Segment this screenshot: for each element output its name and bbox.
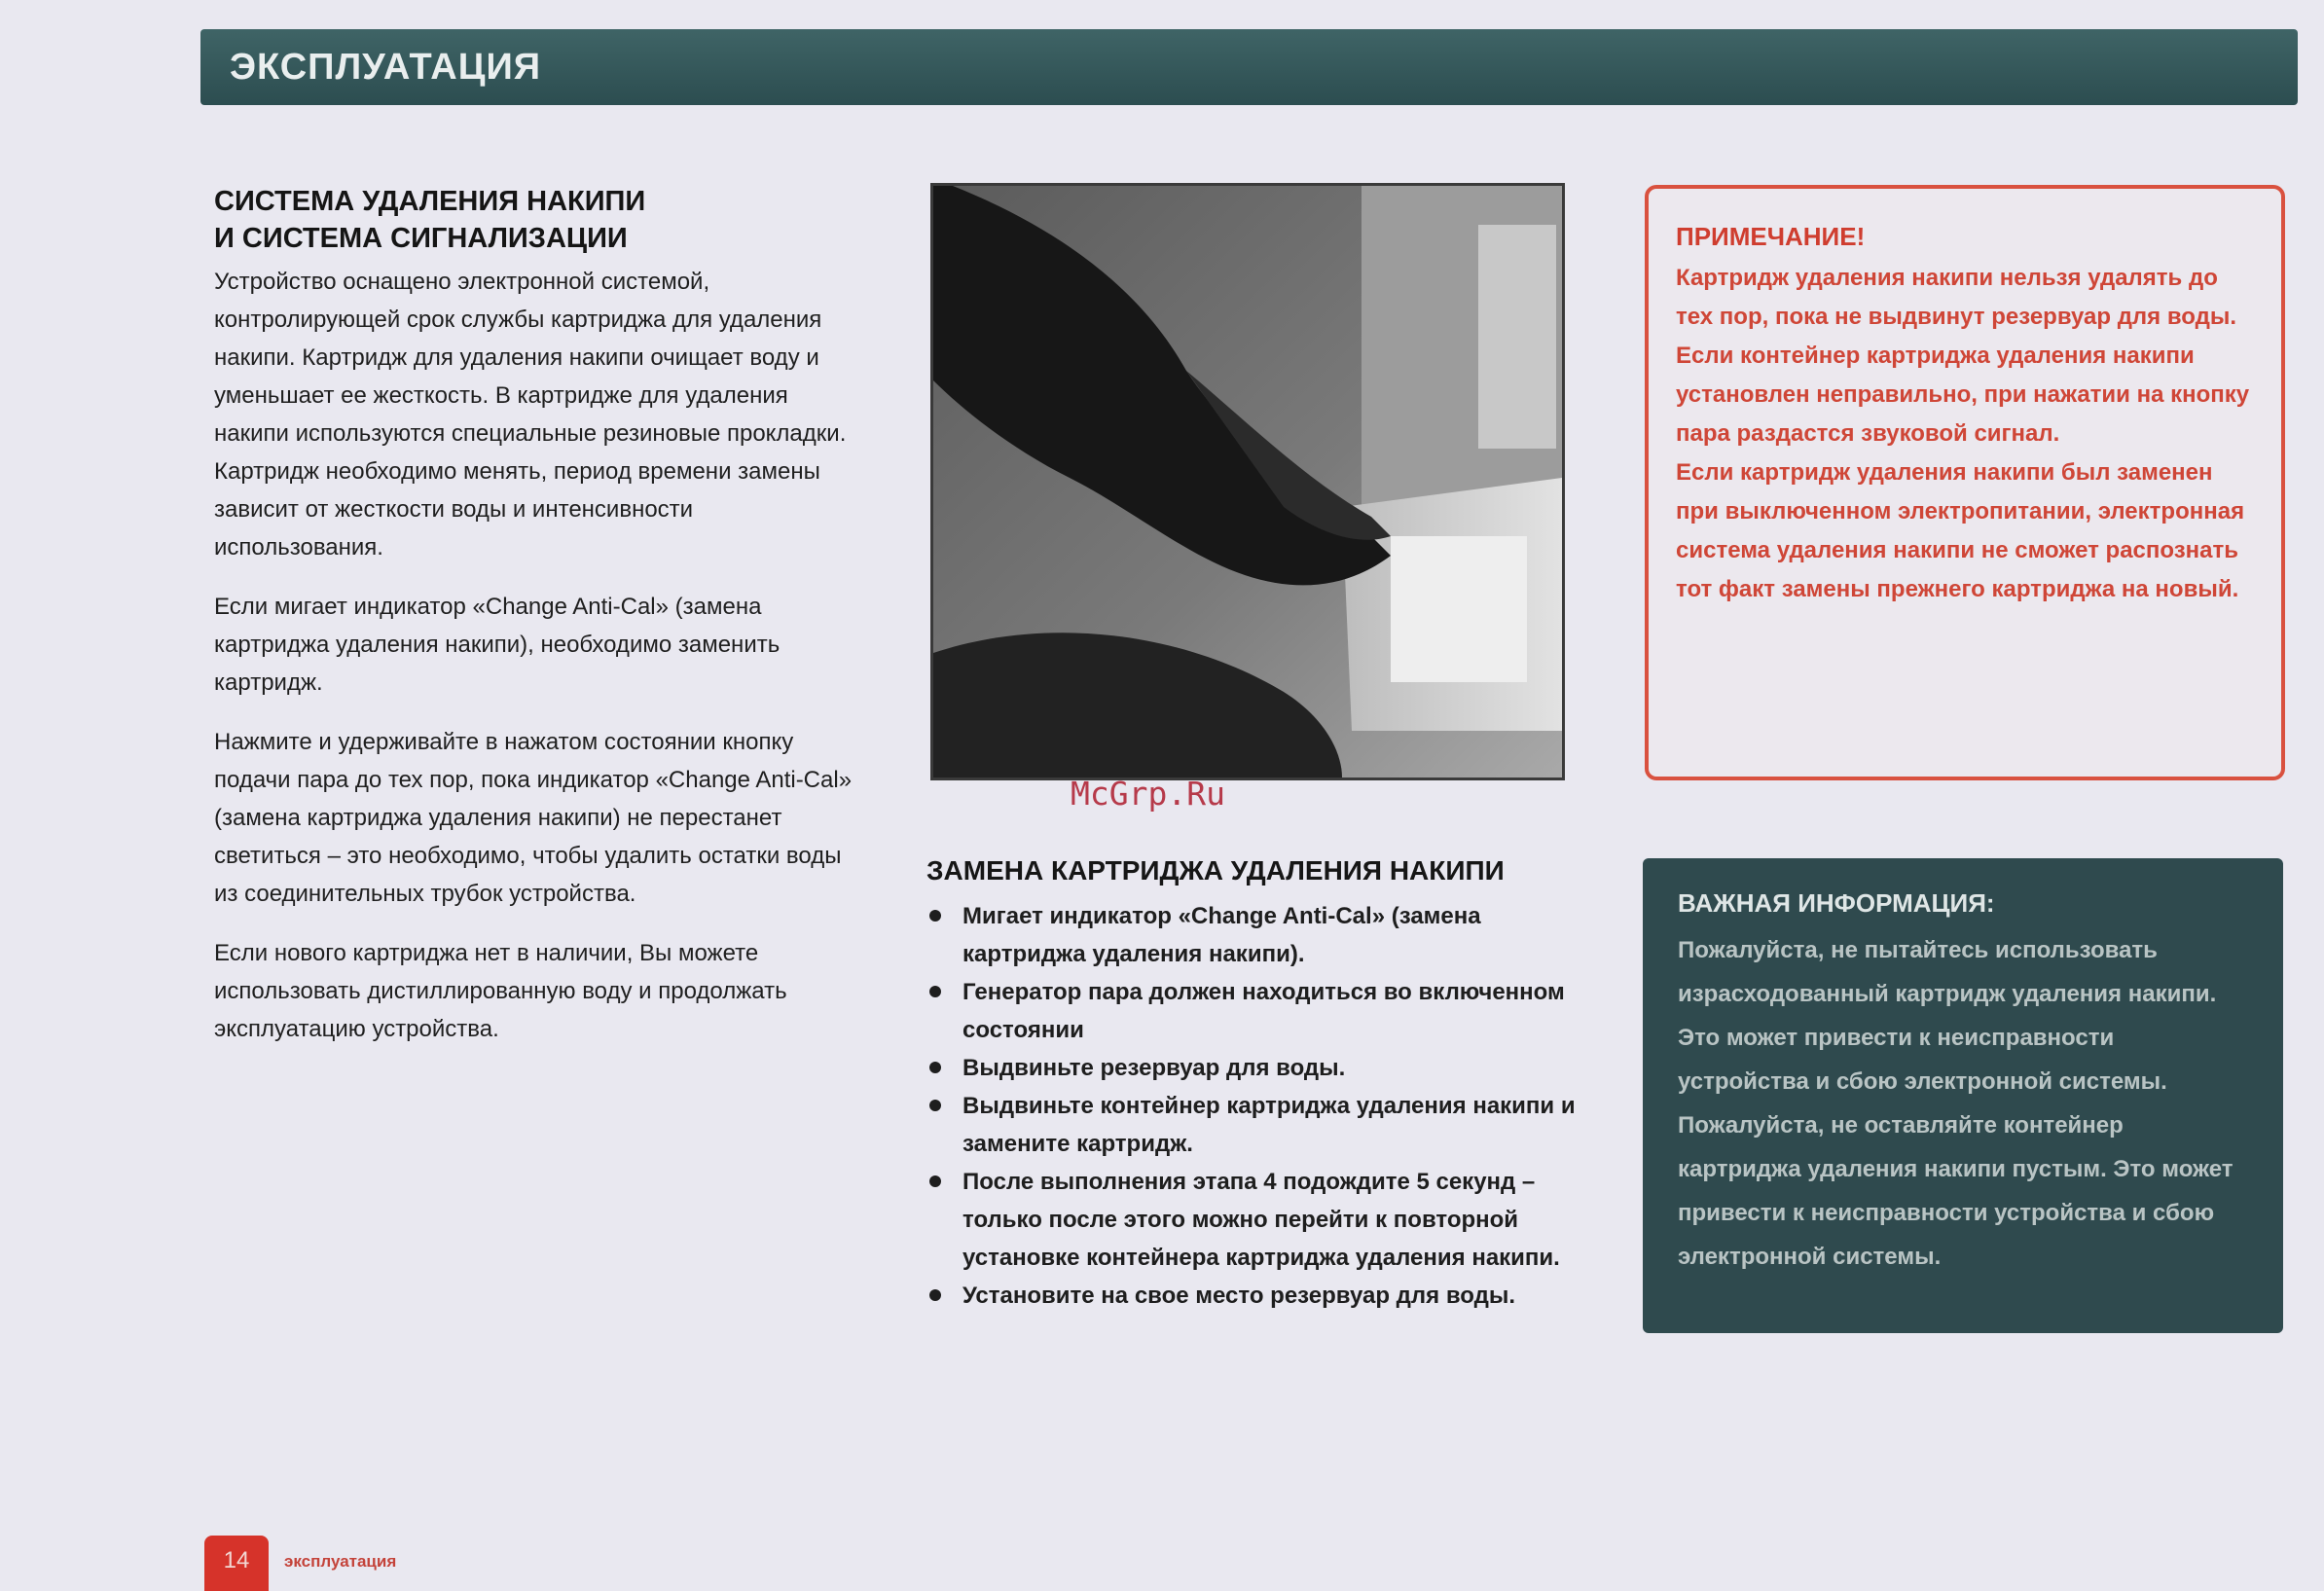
paragraph: Если нового картриджа нет в наличии, Вы можете использовать дистиллированную воду и продолжать эксплуатацию устройства. xyxy=(214,940,787,1042)
bullet-icon xyxy=(929,1289,941,1301)
step-text: Установите на свое место резервуар для воды. xyxy=(962,1283,1515,1309)
info-text xyxy=(1678,928,2248,1279)
steps-list xyxy=(926,897,1579,1315)
info-paragraph: Пожалуйста, не пытайтесь использовать израсходованный картридж удаления накипи. Это может привести к неисправности устройства и сбою электронной системы. xyxy=(1678,937,2217,1095)
list-item xyxy=(926,973,1579,1049)
section-header-bar xyxy=(200,29,2298,105)
paragraph: Устройство оснащено электронной системой, контролирующей срок службы картриджа для удаления накипи. Картридж для удаления накипи очищает воду и уменьшает ее жесткость. В картридже для удаления накипи используются специальные резиновые прокладки. Картридж необходимо менять, период времени замены зависит от жесткости воды и интенсивности использования. xyxy=(214,269,847,560)
paragraph: Нажмите и удерживайте в нажатом состоянии кнопку подачи пара до тех пор, пока индикатор «Change Anti-Cal» (замена картриджа удаления накипи) не перестанет светиться – это необходимо, чтобы удалить остатки воды из соединительных трубок устройства. xyxy=(214,729,853,907)
section-heading xyxy=(214,183,856,257)
watermark: McGrp.Ru xyxy=(1071,775,1225,813)
note-paragraph: Если картридж удаления накипи был заменен при выключенном электропитании, электронная система удаления накипи не сможет распознать тот факт замены прежнего картриджа на новый. xyxy=(1676,459,2245,602)
note-box xyxy=(1645,185,2285,780)
note-title: ПРИМЕЧАНИЕ! xyxy=(1676,222,1866,251)
bullet-icon xyxy=(929,1100,941,1111)
bullet-icon xyxy=(929,1062,941,1073)
list-item xyxy=(926,1087,1579,1163)
hand-photo-illustration xyxy=(933,186,1562,777)
replacement-section xyxy=(926,852,1579,1315)
important-info-box xyxy=(1643,858,2283,1333)
page-number: 14 xyxy=(204,1536,269,1591)
info-paragraph: Пожалуйста, не оставляйте контейнер картриджа удаления накипи пустым. Это может привести к неисправности устройства и сбою электронной системы. xyxy=(1678,1112,2233,1270)
note-paragraph: Картридж удаления накипи нельзя удалять до тех пор, пока не выдвинут резервуар для воды. xyxy=(1676,265,2237,330)
footer-section-label: эксплуатация xyxy=(284,1552,397,1571)
list-item xyxy=(926,1163,1579,1277)
section-heading-line2: И СИСТЕМА СИГНАЛИЗАЦИИ xyxy=(214,223,628,254)
descaling-system-section xyxy=(214,183,856,1069)
section-heading-line1: СИСТЕМА УДАЛЕНИЯ НАКИПИ xyxy=(214,186,646,217)
step-text: Генератор пара должен находиться во включенном состоянии xyxy=(962,979,1565,1043)
step-text: Выдвиньте резервуар для воды. xyxy=(962,1055,1346,1081)
list-item xyxy=(926,1277,1579,1315)
hand-removing-cartridge-photo xyxy=(930,183,1565,780)
bullet-icon xyxy=(929,986,941,997)
note-text xyxy=(1676,259,2254,609)
bullet-icon xyxy=(929,910,941,922)
list-item xyxy=(926,1049,1579,1087)
note-paragraph: Если контейнер картриджа удаления накипи установлен неправильно, при нажатии на кнопку пара раздастся звуковой сигнал. xyxy=(1676,343,2250,447)
bullet-icon xyxy=(929,1175,941,1187)
list-item xyxy=(926,897,1579,973)
step-text: Выдвиньте контейнер картриджа удаления накипи и замените картридж. xyxy=(962,1093,1576,1157)
section-title: ЭКСПЛУАТАЦИЯ xyxy=(230,47,542,88)
replacement-heading: ЗАМЕНА КАРТРИДЖА УДАЛЕНИЯ НАКИПИ xyxy=(926,855,1505,886)
step-text: Мигает индикатор «Change Anti-Cal» (замена картриджа удаления накипи). xyxy=(962,903,1481,967)
step-text: После выполнения этапа 4 подождите 5 секунд – только после этого можно перейти к повторной установке контейнера картриджа удаления накипи. xyxy=(962,1169,1560,1271)
paragraph: Если мигает индикатор «Change Anti-Cal» (замена картриджа удаления накипи), необходимо заменить картридж. xyxy=(214,594,781,696)
info-title: ВАЖНАЯ ИНФОРМАЦИЯ: xyxy=(1678,888,1995,918)
